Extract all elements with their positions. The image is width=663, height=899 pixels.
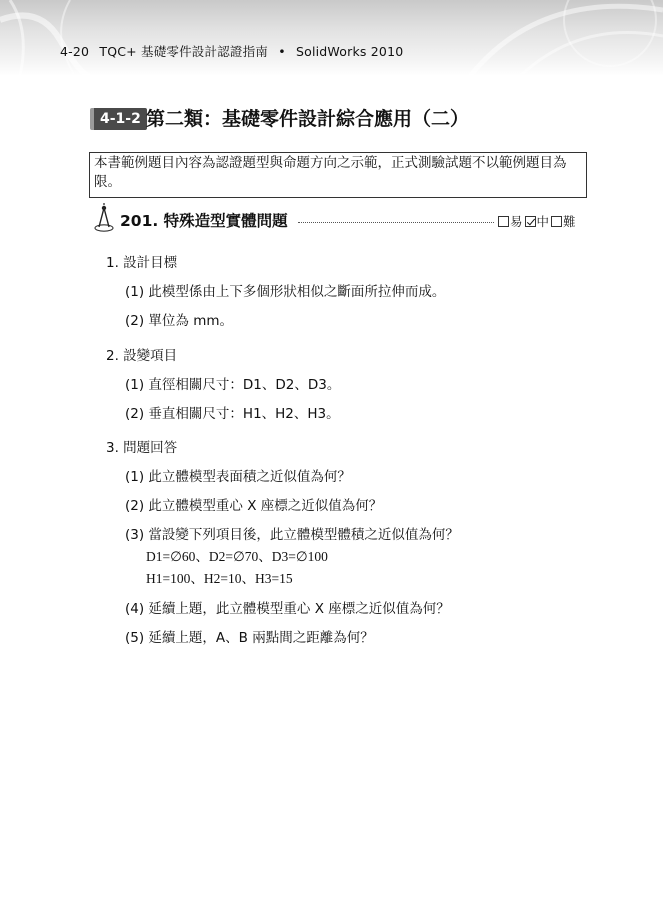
section-heading-questions: 3. 問題回答 [106,440,178,456]
difficulty-easy-checkbox [498,216,509,227]
drafting-tool-icon [92,203,118,233]
book-title: TQC+ 基礎零件設計認證指南 [99,44,269,59]
list-item: (3) 當設變下列項目後，此立體模型體積之近似值為何？ [125,527,459,543]
list-item: (5) 延續上題，A、B 兩點間之距離為何？ [125,630,374,646]
header-bullet: • [278,44,286,59]
difficulty-easy-label: 易 [510,214,523,229]
question-header [92,203,582,233]
dimension-values: H1=100、H2=10、H3=15 [146,571,293,586]
list-item: (2) 此立體模型重心 X 座標之近似值為何？ [125,498,383,514]
running-header [60,42,409,60]
dot-leader [298,222,494,223]
difficulty-rating [496,212,576,230]
list-item: (1) 此立體模型表面積之近似值為何？ [125,469,351,485]
section-tag: 4-1-2 [90,108,147,130]
notice-box: 本書範例題目內容為認證題型與命題方向之示範，正式測驗試題不以範例題目為限。 [89,152,587,198]
page-number: 4-20 [60,44,90,59]
list-item: (4) 延續上題，此立體模型重心 X 座標之近似值為何？ [125,601,450,617]
decorative-swirl-graphic [0,0,663,76]
section-heading-design-changes: 2. 設變項目 [106,348,178,364]
question-title: 201. 特殊造型實體問題 [120,212,288,230]
list-item: (1) 此模型係由上下多個形狀相似之斷面所拉伸而成。 [125,284,446,300]
difficulty-medium-label: 中 [536,214,550,229]
dimension-values: D1=∅60、D2=∅70、D3=∅100 [146,549,328,564]
list-item: (2) 單位為 mm。 [125,313,234,329]
difficulty-medium-checkbox [525,216,536,227]
section-title: 第二類：基礎零件設計綜合應用（二） [146,108,470,130]
software-name: SolidWorks 2010 [295,44,404,59]
difficulty-hard-checkbox [551,216,562,227]
section-heading-design-goal: 1. 設計目標 [106,255,178,271]
difficulty-hard-label: 難 [563,214,576,229]
header-band [0,0,663,76]
list-item: (2) 垂直相關尺寸：H1、H2、H3。 [125,406,340,422]
list-item: (1) 直徑相關尺寸：D1、D2、D3。 [125,377,341,393]
